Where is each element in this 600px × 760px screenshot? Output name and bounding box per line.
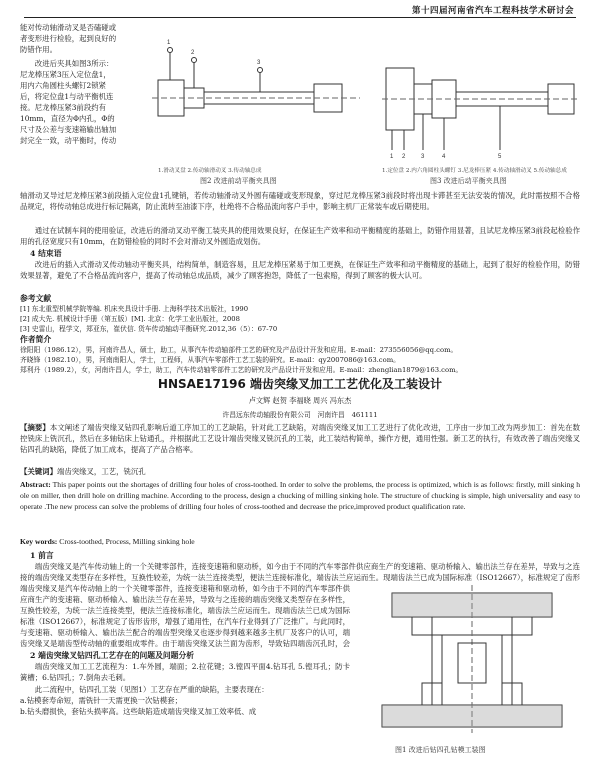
list-item-a: a.钻模套寿命短，需铣针一天需更换一次钻模套；	[20, 696, 182, 705]
bio-list	[20, 345, 580, 375]
section-4-body: 改进后的插入式滑动叉传动轴动平衡夹具，结构简单，制造容易，且尼龙棒压紧易于加工更换，在保证生产效率和动平衡精度的基础上，起到了很好的检验作用，防错效果显著，避免了不合格品流向客户，提高了传动轴总成品质，减少了顾客抱怨，降低了一包索赔，得到了顾客的极大认可。	[20, 260, 580, 280]
english-abstract-block	[20, 479, 580, 535]
article-title: HNSAE17196 端齿突缘叉加工工艺优化及工装设计	[157, 377, 443, 391]
figure-2-drawing	[150, 22, 370, 170]
shaft-end	[548, 84, 574, 114]
svg-text:4: 4	[442, 154, 446, 160]
svg-text:1: 1	[167, 40, 171, 46]
abstract-label: 【摘要】	[20, 423, 50, 432]
figure-3-caption: 图3 改进后动平衡夹具图	[430, 177, 507, 185]
keywords-text: 端齿突缘叉，工艺，铣沉孔	[56, 467, 146, 476]
text-line: 者变形进行检验，起到良好的	[20, 34, 117, 43]
first-article-text-top	[20, 22, 140, 55]
keywords-label: 【关键词】	[20, 467, 57, 476]
section-1-body-col	[20, 583, 350, 649]
text-line: 接。尼龙棒压紧3前段约有	[20, 103, 107, 112]
bio-item: 郑利丹（1989.2），女，河南许昌人，学士，助工，汽车传动轴零部件工艺的研究及产品设计开发和应用。E-mail：zhenglian1879@163.com。	[20, 366, 463, 374]
text-line: 防错作用。	[20, 45, 57, 54]
svg-text:2: 2	[402, 154, 406, 160]
section-2-para2: 此二流程中，钻四孔工装（见图1）工艺存在严重的缺陷，主要表现在：	[34, 685, 269, 694]
svg-text:5: 5	[498, 154, 502, 160]
svg-text:1: 1	[390, 154, 394, 160]
figure-1-caption: 图1 改进后钻四孔钻模工装图	[395, 746, 486, 754]
first-article-full-paragraph: 轴滑动叉导过尼龙棒压紧3前段插入定位盘1孔键销，若传动轴滑动叉外圆有磕碰或变形现象，穿过尼龙棒压紧3前段时将出现卡滞甚至无法安装的情况，此时需按照不合格品规定，将传动轴总成进行标记隔离，防止流转至油漆下序，杜绝将不合格品流向客户手中，影响主机厂正常装车或后期使用。	[20, 191, 580, 211]
references-list	[20, 304, 580, 334]
text-line: 尼龙棒压紧3压入定位盘1，	[20, 70, 111, 79]
figure-2-caption: 图2 改进前动平衡夹具图	[200, 177, 277, 185]
references-title: 参考文献	[20, 294, 52, 303]
abstract-text: 本文阐述了端齿突缘叉钻四孔影响后道工序加工的工艺缺陷，针对此工艺缺陷，对端齿突缘叉加工工艺进行了优化改进，工序由一步加工改为两步加工：首先在数控铣床上铣沉孔，然后在多轴钻床上钻通孔，并根据此工艺设计端齿突缘叉铣沉孔的工装，此工装结构简单，操作方便，通用性强。新工艺的执行，有效改善了端齿突缘叉钻四孔的缺陷，降低了加工成本，提高了产品合格率。	[20, 423, 580, 454]
figure-2-legend: 1.滑动叉盘 2.传动轴滑动叉 3.传动轴总成	[158, 168, 262, 174]
bio-item: 齐晓锋（1982.10），男，河南南阳人，学士，工程师，从事汽车零部件工艺工装的研究。E-mail：qy2007086@163.com。	[20, 356, 400, 364]
section-1-body-continued: 端齿突缘叉是汽车传动轴上的一个关键零部件，连接变速箱和驱动桥，如今由于不同的汽车零部件供应商生产的变速箱、驱动桥输入、输出法兰存在差异，导致与之连接的端齿突缘叉类型存在多样性，互换性较差，为统一法兰连接类型，便法兰连接标准化，端齿法兰应运而生。现端齿法兰已成为国际标准（ISO12667），标准规定了齿形齿形，增强了通用性，在汽车行业得到了广泛推广。与此同时，与变速箱、驱动桥输入、输出法兰配合的端齿型突缘叉也逐步得到越来越多主机厂及客户的认可，端齿突缘叉是端齿型传动轴的重要组成零件。由于端齿突缘叉法兰面为齿形，导致钻四端齿沉孔时，会	[20, 584, 350, 648]
english-abstract-text: This paper points out the shortages of drilling four holes of cross-toothed. In order to solve the problems, the process is optimized, which is as follows: firstly, mill sinking hole on miller, then drill hole on drilling machine. According to the process, design a chucking of milling sinking hole. The structure of chucking is simple, high universality and easy to operate .The new process can solve the problems of drilling four holes of cross-toothed and decrease the price,improved product qualification rate.	[20, 480, 580, 511]
text-line: 10mm，直径为Φ内孔，Φ的	[20, 114, 115, 123]
text-line: 能对传动轴滑动叉是否磕碰或	[20, 23, 117, 32]
reference-item: [2] 成大先. 机械设计手册（第五版）[M]. 北京：化学工业出版社，2008	[20, 315, 240, 323]
english-keywords-block	[20, 536, 580, 547]
section-1-title: 1 前言	[30, 551, 54, 560]
english-keywords-text: Cross-toothed, Process, Milling sinking hole	[59, 537, 195, 546]
bio-item: 徐阳阳（1986.12），男，河南许昌人，硕士，助工，从事汽车传动轴部件工艺的研究及产品设计开发和应用。E-mail：273556056@qq.com。	[20, 346, 458, 354]
reference-item: [3] 史雷山，程学文，郑亚东，崔伏信. 货车传动轴动平衡研究.2012,36（5）：67-70	[20, 325, 278, 333]
text-line: 用内六角圆柱头螺钉2锁紧	[20, 81, 107, 90]
header-rule	[24, 17, 576, 18]
text-line: 封完全一致，动平衡时，传动	[20, 136, 117, 145]
svg-text:3: 3	[421, 154, 425, 160]
first-article-text-col	[20, 58, 140, 146]
article-authors: 卢文辉 赵贺 李福晓 周兴 冯东杰	[248, 396, 352, 405]
figure-3-drawing	[380, 22, 585, 170]
svg-text:2: 2	[191, 50, 195, 56]
figure-1-drawing	[362, 583, 582, 743]
section-4-title: 4 结束语	[30, 249, 62, 258]
text-line: 后，将定位盘1与动平衡机连	[20, 92, 114, 101]
first-article-paragraph-3: 通过在试制车间的使用验证，改进后的滑动叉动平衡工装夹具的使用效果良好，在保证生产效率和动平衡精度的基础上，防错作用显著，且试尼龙棒压紧3前段起检验作用的孔径宽度只有10mm，在防错检验的同时不会对滑动叉外圆造成划伤。	[20, 226, 580, 246]
figure-3-legend: 1.定位盘 2.内六角圆柱头螺钉 3.尼龙棒压紧 4.传动轴滑动叉 5.传动轴总成	[382, 168, 567, 174]
english-keywords-label: Key words:	[20, 537, 58, 546]
abstract-block	[20, 422, 580, 466]
bio-title: 作者简介	[20, 335, 52, 344]
svg-text:3: 3	[257, 60, 261, 66]
section-1-body-wide: 端齿突缘叉是汽车传动轴上的一个关键零部件，连接变速箱和驱动桥，如今由于不同的汽车零部件供应商生产的变速箱、驱动桥输入、输出法兰存在差异，导致与之连接的端齿突缘叉类型存在多样性，互换性较差，为统一法兰连接类型，便法兰连接标准化，端齿法兰应运而生。现端齿法兰已成为国际标准（ISO12667），标准规定了齿形	[20, 562, 580, 582]
list-item-b: b.钻头磨损快，套钻头损率高。这些缺陷造成端齿突缘叉加工效率低、成	[20, 707, 257, 716]
article-affiliation: 许昌远东传动轴股份有限公司 河南许昌 461111	[222, 411, 378, 419]
text-line: 尺寸及公差与变速箱输出轴加	[20, 125, 117, 134]
section-2-body: 端齿突缘叉加工工艺流程为：1.车外圆，端面；2.拉花键；3.镗四平面4.钻耳孔 5.镗耳孔；防卡簧槽；6.钻四孔；7.倒角去毛刺。	[20, 662, 350, 682]
english-abstract-label: Abstract:	[20, 480, 51, 489]
section-2-title: 2 端齿突缘叉钻四孔工艺存在的问题及问题分析	[30, 651, 195, 660]
keywords-block	[20, 466, 580, 477]
slip-yoke	[432, 80, 456, 118]
text-line: 改进后夹具如图3所示：	[34, 59, 114, 68]
running-header: 第十四届河南省汽车工程科技学术研讨会	[411, 6, 574, 16]
reference-item: [1] 东北重型机械学院等编. 机床夹具设计手册. 上海科学技术出版社，1990	[20, 305, 249, 313]
